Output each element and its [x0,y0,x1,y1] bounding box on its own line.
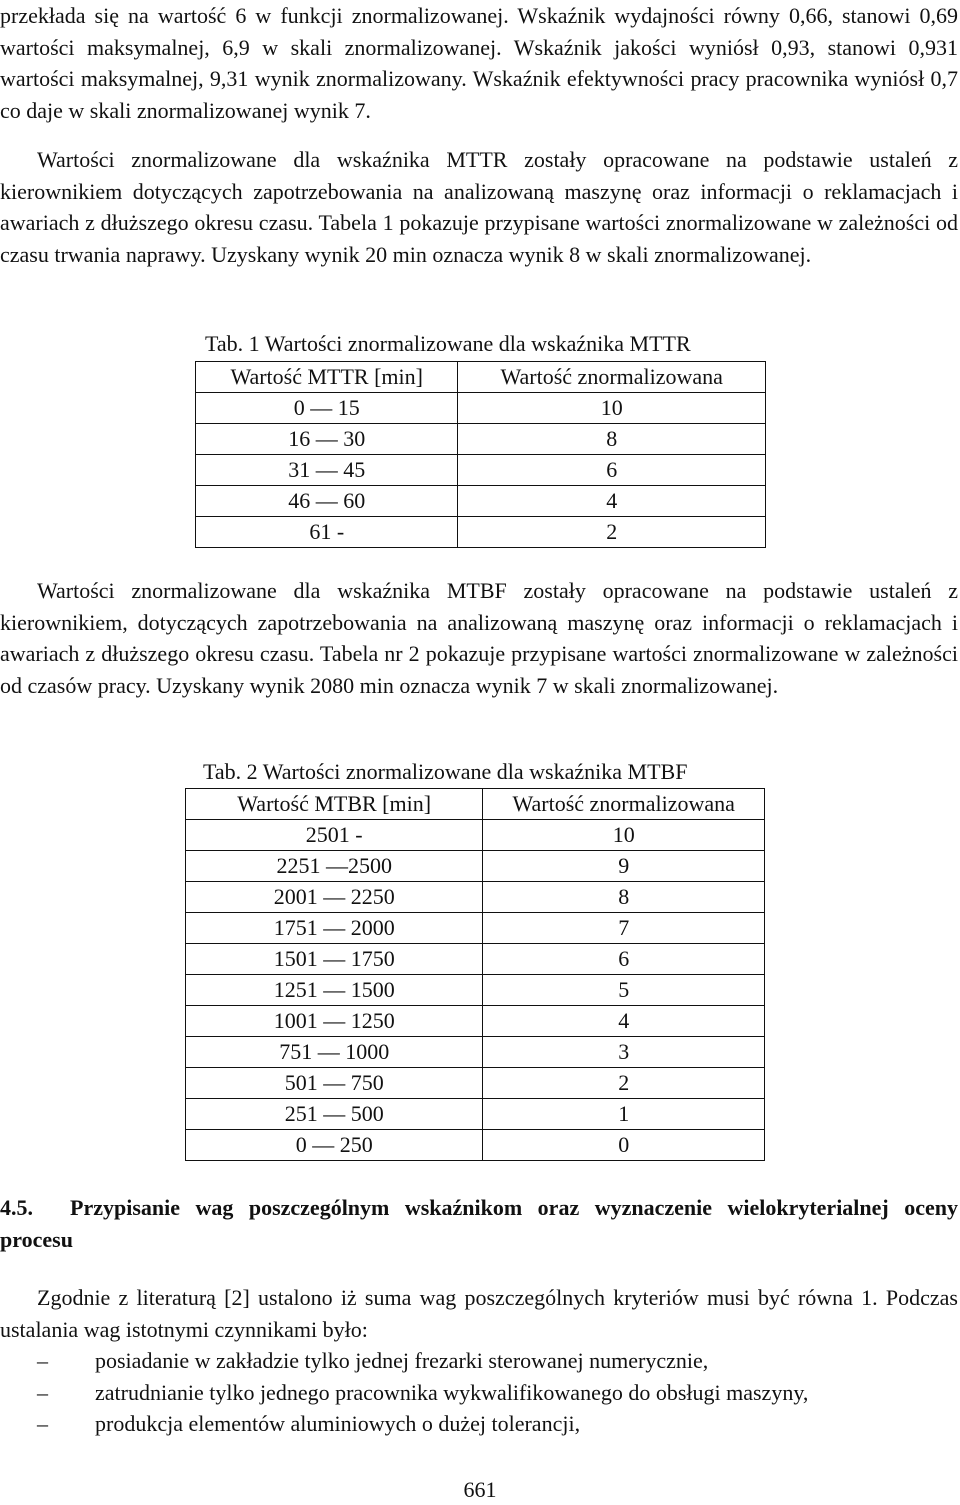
mtbf-table-range-cell: 501 — 750 [186,1068,483,1099]
mtbf-table-header-cell: Wartość MTBR [min] [186,789,483,820]
mtbf-table-range-cell: 251 — 500 [186,1099,483,1130]
mttr-table-value-cell: 10 [458,393,766,424]
intro-paragraph: przekłada się na wartość 6 w funkcji znormalizowanej. Wskaźnik wydajności równy 0,66, stanowi 0,69 wartości maksymalnej, 6,9 w skali znormalizowanej. Wskaźnik jakości wyniósł 0,93, stanowi 0,931 wartości maksymalnej, 9,31 wynik znormalizowany. Wskaźnik efektywności pracy pracownika wyniósł 0,7 co daje w skali znormalizowanej wynik 7. [0,3,958,123]
mtbf-table-value-cell: 9 [483,851,765,882]
mtbf-table-value-cell: 1 [483,1099,765,1130]
mtbf-table-value-cell: 5 [483,975,765,1006]
mtbf-table-value-cell: 3 [483,1037,765,1068]
mttr-table-header-row [196,362,766,393]
list-item [0,1345,808,1377]
mttr-table-range-cell: 61 - [196,517,458,548]
dash-bullet: – [37,1348,48,1373]
dash-bullet: – [37,1379,48,1405]
factor-list [0,1345,808,1440]
mtbf-table-row [186,1099,765,1130]
mttr-table-range-cell: 31 — 45 [196,455,458,486]
mtbf-table-range-cell: 1001 — 1250 [186,1006,483,1037]
mtbf-table-value-cell: 6 [483,944,765,975]
mttr-paragraph-text: Wartości znormalizowane dla wskaźnika MTTR zostały opracowane na podstawie ustaleń z kierownikiem dotyczących zapotrzebowania na analizowaną maszynę oraz informacji o reklamacjach i awariach z dłuższego okresu czasu. Tabela 1 pokazuje przypisane wartości znormalizowane w zależności od czasu trwania naprawy. Uzyskany wynik 20 min oznacza wynik 8 w skali znormalizowanej. [0,147,958,267]
mttr-table-row [196,393,766,424]
mttr-table-row [196,517,766,548]
mtbf-table-row [186,1037,765,1068]
mtbf-table-row [186,851,765,882]
mtbf-table-range-cell: 1251 — 1500 [186,975,483,1006]
list-item [0,1408,808,1440]
mtbf-table-row [186,1068,765,1099]
mttr-table-header-cell: Wartość znormalizowana [458,362,766,393]
table1-caption: Tab. 1 Wartości znormalizowane dla wskaźnika MTTR [205,331,691,356]
mtbf-table-range-cell: 1501 — 1750 [186,944,483,975]
mtbf-table-header-row [186,789,765,820]
list-item-text: posiadanie w zakładzie tylko jednej frezarki sterowanej numerycznie, [95,1348,709,1373]
mtbf-table-row [186,1006,765,1037]
mtbf-table [185,788,765,1161]
mtbf-table-range-cell: 0 — 250 [186,1130,483,1161]
mttr-table-row [196,455,766,486]
mtbf-table-row [186,975,765,1006]
mtbf-table-value-cell: 8 [483,882,765,913]
mttr-table-value-cell: 2 [458,517,766,548]
mtbf-table-row [186,882,765,913]
weights-paragraph [0,1282,958,1345]
mtbf-table-value-cell: 10 [483,820,765,851]
mttr-table-value-cell: 6 [458,455,766,486]
list-item [0,1377,808,1409]
mttr-table [195,361,766,548]
mtbf-table-range-cell: 2001 — 2250 [186,882,483,913]
section-number: 4.5. [0,1195,33,1220]
mtbf-table-range-cell: 2501 - [186,820,483,851]
mttr-table-range-cell: 46 — 60 [196,486,458,517]
mtbf-table-row [186,944,765,975]
mttr-table-value-cell: 4 [458,486,766,517]
section-heading [0,1192,958,1255]
dash-bullet: – [37,1411,48,1436]
mtbf-table-range-cell: 2251 —2500 [186,851,483,882]
list-item-text: zatrudnianie tylko jednego pracownika wykwalifikowanego do obsługi maszyny, [95,1379,809,1405]
table2-caption: Tab. 2 Wartości znormalizowane dla wskaźnika MTBF [203,759,688,784]
page-number: 661 [463,1477,497,1502]
mtbf-table-header-cell: Wartość znormalizowana [483,789,765,820]
mtbf-table-row [186,820,765,851]
mttr-table-range-cell: 16 — 30 [196,424,458,455]
mtbf-table-value-cell: 7 [483,913,765,944]
mtbf-table-value-cell: 0 [483,1130,765,1161]
section-title: Przypisanie wag poszczególnym wskaźnikom oraz wyznaczenie wielokryterialnej oceny procesu [0,1195,958,1252]
mttr-paragraph [0,144,958,270]
mtbf-paragraph-text: Wartości znormalizowane dla wskaźnika MTBF zostały opracowane na podstawie ustaleń z kierownikiem, dotyczących zapotrzebowania na analizowaną maszynę oraz informacji o reklamacjach i awariach z dłuższego okresu czasu. Tabela nr 2 pokazuje przypisane wartości znormalizowane w zależności od czasów pracy. Uzyskany wynik 2080 min oznacza wynik 7 w skali znormalizowanej. [0,578,958,698]
mtbf-paragraph [0,575,958,701]
mttr-table-range-cell: 0 — 15 [196,393,458,424]
mttr-table-row [196,486,766,517]
mttr-table-row [196,424,766,455]
mtbf-table-range-cell: 751 — 1000 [186,1037,483,1068]
weights-paragraph-text: Zgodnie z literaturą [2] ustalono iż suma wag poszczególnych kryteriów musi być równa 1. Podczas ustalania wag istotnymi czynnikami było: [0,1285,958,1342]
list-item-text: produkcja elementów aluminiowych o dużej tolerancji, [95,1411,581,1436]
mtbf-table-value-cell: 2 [483,1068,765,1099]
mttr-table-header-cell: Wartość MTTR [min] [196,362,458,393]
mtbf-table-value-cell: 4 [483,1006,765,1037]
mttr-table-value-cell: 8 [458,424,766,455]
mtbf-table-range-cell: 1751 — 2000 [186,913,483,944]
mtbf-table-row [186,913,765,944]
mtbf-table-row [186,1130,765,1161]
